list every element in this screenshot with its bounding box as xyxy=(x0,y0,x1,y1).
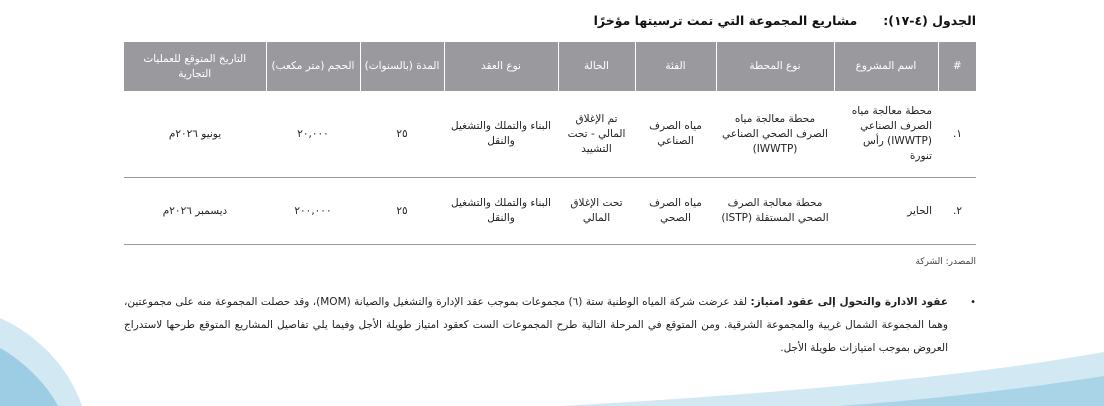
cell-number: ٢. xyxy=(938,178,976,245)
header-capacity: الحجم (متر مكعب) xyxy=(266,42,360,91)
cell-contract-type: البناء والتملك والتشغيل والنقل xyxy=(444,178,558,245)
cell-capacity: ٢٠٠,٠٠٠ xyxy=(266,178,360,245)
table-caption xyxy=(594,11,976,31)
paragraph-text: لقد عرضت شركة المياه الوطنية ستة (٦) مجموعات بموجب عقد الإدارة والتشغيل والصيانة (MOM)، وقد حصلت المجموعة منه على مجموعتين، وهما المجموعة الشمال غربية والمجموعة الشرقية. ومن المتوقع في المرحلة التالية طرح المجموعات الست كعقود امتياز طويلة الأجل وفيما يلي تفاصيل المشاريع المتوقع طرحها لاستدراج العروض بموجب امتيازات طويلة الأجل. xyxy=(124,296,948,354)
table-number: الجدول (٤-١٧): xyxy=(883,13,976,28)
cell-status: تحت الإغلاق المالي xyxy=(558,178,635,245)
cell-number: ١. xyxy=(938,91,976,178)
header-project-name: اسم المشروع xyxy=(834,42,938,91)
header-duration: المدة (بالسنوات) xyxy=(360,42,444,91)
cell-expected-date: يونيو ٢٠٢٦م xyxy=(124,91,266,178)
cell-category: مياه الصرف الصحي xyxy=(635,178,716,245)
bullet-paragraph xyxy=(124,291,976,360)
header-contract-type: نوع العقد xyxy=(444,42,558,91)
header-plant-type: نوع المحطة xyxy=(716,42,834,91)
header-category: الفئة xyxy=(635,42,716,91)
paragraph-body xyxy=(124,291,948,360)
header-expected-date: التاريخ المتوقع للعمليات التجارية xyxy=(124,42,266,91)
cell-plant-type: محطة معالجة مياه الصرف الصحي الصناعي (IWWTP) xyxy=(716,91,834,178)
cell-plant-type: محطة معالجة الصرف الصحي المستقلة (ISTP) xyxy=(716,178,834,245)
projects-table xyxy=(124,42,976,245)
cell-project-name: الحاير xyxy=(834,178,938,245)
cell-duration: ٢٥ xyxy=(360,91,444,178)
table-row xyxy=(124,178,976,245)
table-header-row xyxy=(124,42,976,91)
cell-status: تم الإغلاق المالي - تحت التشييد xyxy=(558,91,635,178)
header-status: الحالة xyxy=(558,42,635,91)
cell-duration: ٢٥ xyxy=(360,178,444,245)
header-number: # xyxy=(938,42,976,91)
cell-contract-type: البناء والتملك والتشغيل والنقل xyxy=(444,91,558,178)
cell-project-name: محطة معالجة مياه الصرف الصناعي (IWWTP) رأس تنورة xyxy=(834,91,938,178)
table-row xyxy=(124,91,976,178)
paragraph-heading: عقود الادارة والتحول إلى عقود امتياز: xyxy=(750,296,948,308)
cell-category: مياه الصرف الصناعي xyxy=(635,91,716,178)
bullet-icon: • xyxy=(970,297,976,308)
table-title: مشاريع المجموعة التي تمت ترسيتها مؤخرًا xyxy=(593,13,858,28)
cell-expected-date: ديسمبر ٢٠٢٦م xyxy=(124,178,266,245)
cell-capacity: ٢٠,٠٠٠ xyxy=(266,91,360,178)
source-note: المصدر: الشركة xyxy=(915,257,976,267)
